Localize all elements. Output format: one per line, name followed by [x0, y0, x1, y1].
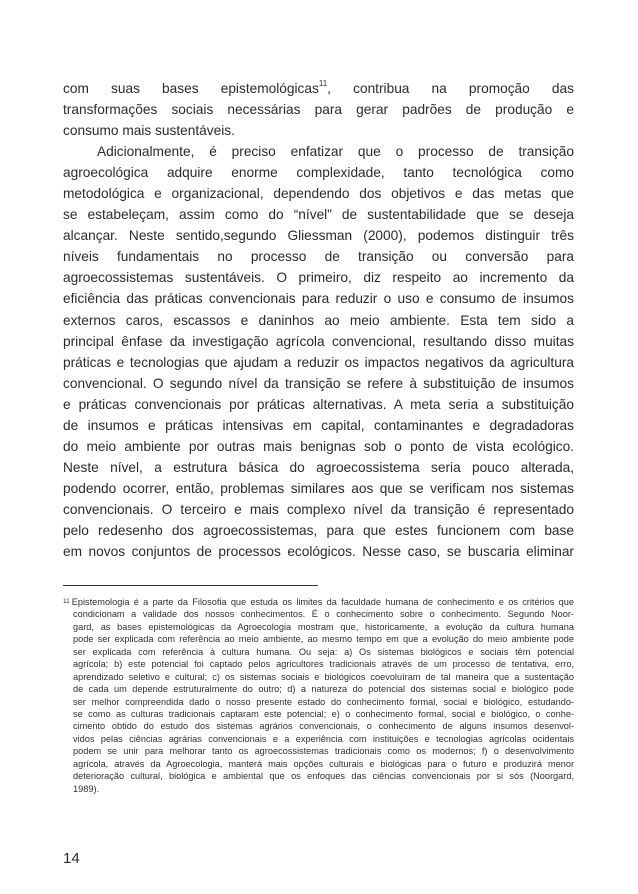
footnote-line: de cada um depende estruturalmente do outro; d) a natureza do potencial dos sistemas social e biológico pode	[73, 684, 574, 695]
footnote-line: 1989).	[73, 783, 100, 794]
body-line: consumo mais sustentáveis.	[63, 123, 235, 139]
footnote-line: vidos pelas ciências agrárias convencionais e a experiência com instituições e tecnologias agrícolas ocidentais	[73, 733, 574, 744]
body-line: com suas bases epistemológicas$^{11}$, contribua na promoção das	[63, 79, 574, 96]
body-line: eficiência das práticas convencionais para reduzir o uso e consumo de insumos	[63, 291, 574, 307]
footnote-separator	[63, 585, 318, 586]
footnote-mark: 11	[63, 598, 70, 605]
footnote-line: ser melhor compreendida dado o nosso presente estado do conhecimento formal, social e biológico, estudando-	[73, 696, 574, 707]
footnote-line: condicionam a validade dos nossos conhecimentos. É o conhecimento sobre o conhecimento. Segundo Noor-	[73, 609, 574, 620]
body-line: convencionais. O terceiro e mais complexo nível da transição é representado	[63, 501, 574, 517]
body-line: Neste nível, a estrutura básica do agroecossistema seria pouco alterada,	[63, 459, 574, 475]
page-number: 14	[63, 850, 80, 867]
footnote	[63, 596, 574, 795]
footnote-line: gard, as bases epistemológicas da Agroecologia mostram que, historicamente, a evolução da cultura humana	[73, 621, 574, 632]
body-line: alcançar. Neste sentido,segundo Gliessman (2000), podemos distinguir três	[63, 228, 574, 244]
body-text	[63, 78, 574, 562]
footnote-line: pode ser explicada com referência ao meio ambiente, ao mesmo tempo em que a evolução do meio ambiente pode	[73, 634, 574, 645]
footnote-line: agrícola; b) este potencial foi captado pelos agricultores tradicionais através de um processo de tentativa, erro,	[73, 659, 574, 670]
body-line: em novos conjuntos de processos ecológicos. Nesse caso, se buscaria eliminar	[63, 544, 574, 560]
footnote-line: $^{11}$ Epistemologia é a parte da Filosofia que estuda os limites da faculdade humana de conhecimento e os critérios que	[63, 597, 574, 607]
body-line: agroecológica adquire enorme complexidade, tanto tecnológica como	[63, 165, 574, 181]
body-line: agroecossistemas sustentáveis. O primeiro, diz respeito ao incremento da	[63, 270, 574, 286]
footnote-line: agrícola, através da Agroecologia, manterá mais opções culturais e biológicas para o futuro e produzirá menor	[73, 758, 574, 769]
body-line: do meio ambiente por outras mais benignas sob o ponto de vista ecológico.	[63, 438, 574, 454]
body-line: convencional. O segundo nível da transição se refere à substituição de insumos	[63, 375, 574, 391]
body-line: pelo redesenho dos agroecossistemas, para que estes funcionem com base	[63, 522, 574, 538]
footnote-line: cimento obtido do estudo dos sistemas agrários convencionais, o conhecimento de alguns insumos desenvol-	[73, 721, 574, 732]
body-line: metodológica e organizacional, dependendo dos objetivos e das metas que	[63, 186, 574, 202]
body-line: de insumos e práticas intensivas em capital, contaminantes e degradadoras	[63, 417, 574, 433]
body-line: externos caros, escassos e daninhos ao meio ambiente. Esta tem sido a	[63, 312, 574, 328]
body-line: práticas e tecnologias que ajudam a reduzir os impactos negativos da agricultura	[63, 354, 574, 370]
body-line: transformações sociais necessárias para gerar padrões de produção e	[63, 102, 574, 118]
body-line: podendo ocorrer, então, problemas similares aos que se verificam nos sistemas	[63, 480, 574, 496]
footnote-line: deterioração cultural, biológica e ambiental que os enfoques das ciências convencionais por si sós (Noorgard,	[73, 771, 574, 782]
body-line: se estabeleçam, assim como do “nível” de sustentabilidade que se deseja	[63, 207, 574, 223]
footnote-line: podem se unir para melhorar tanto os agroecossistemas tradicionais como os modernos; f) o desenvolvimento	[73, 746, 574, 757]
body-line: níveis fundamentais no processo de transição ou conversão para	[63, 249, 574, 265]
footnote-line: ser explicada com referência à cultura humana. Ou seja: a) Os sistemas biológicos e sociais têm potencial	[73, 646, 574, 657]
footnote-line: aprendizado seletivo e cultural; c) os sistemas sociais e biológicos coevoluíram de tal maneira que a sustentação	[73, 671, 574, 682]
body-line: principal ênfase da investigação agrícola convencional, resultando disso muitas	[63, 333, 574, 349]
footnote-line: se como as culturas tradicionais captaram este potencial; e) o conhecimento formal, social e biológico, o conhe-	[73, 708, 574, 719]
body-line: e práticas convencionais por práticas alternativas. A meta seria a substituição	[63, 396, 574, 412]
footnote-reference[interactable]: 11	[318, 79, 328, 89]
body-line: Adicionalmente, é preciso enfatizar que o processo de transição	[97, 144, 574, 160]
